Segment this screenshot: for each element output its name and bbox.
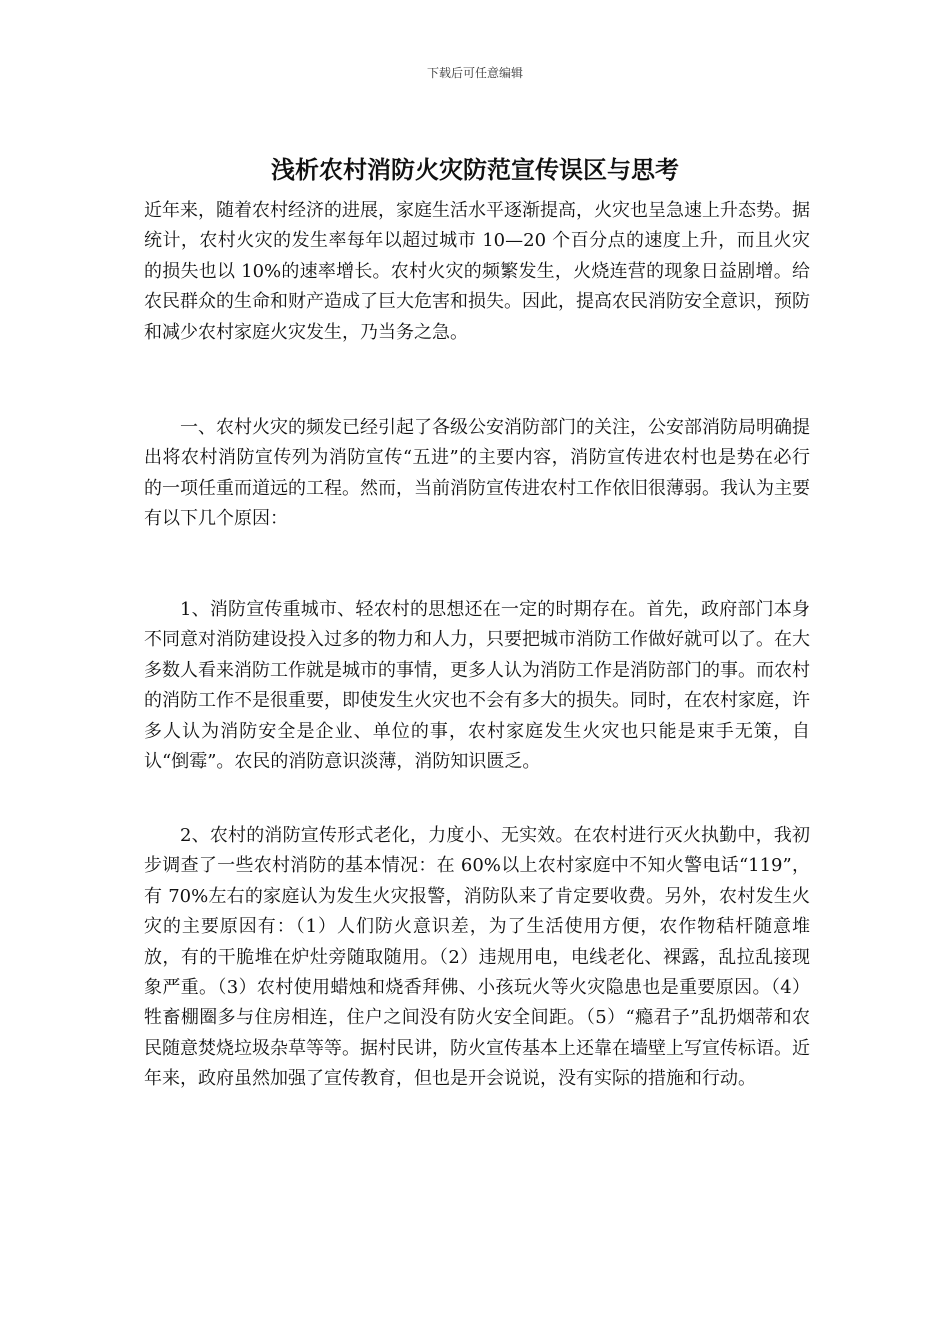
paragraph-section-one: 一、农村火灾的频发已经引起了各级公安消防部门的关注，公安部消防局明确提出将农村消防宣传列为消防宣传“五进”的主要内容，消防宣传进农村也是势在必行的一项任重而道远的工程。然而，当前消防宣传进农村工作依旧很薄弱。我认为主要有以下几个原因： [144, 417, 810, 530]
document-title: 浅析农村消防火灾防范宣传误区与思考 [271, 155, 679, 184]
header-note: 下载后可任意编辑 [426, 66, 523, 80]
paragraph-point-2: 2、农村的消防宣传形式老化，力度小、无实效。在农村进行灭火执勤中，我初步调查了一些农村消防的基本情况：在 60%以上农村家庭中不知火警电话“119”，有 70%左右的家庭认为发生火灾报警，消防队来了肯定要收费。另外，农村发生火灾的主要原因有：（1）人们防火意识差，为了生活使用方便，农作物秸杆随意堆放，有的干脆堆在炉灶旁随取随用。（2）违规用电，电线老化、裸露，乱拉乱接现象严重。（3）农村使用蜡烛和烧香拜佛、小孩玩火等火灾隐患也是重要原因。（4）牲畜棚圈多与住房相连，住户之间没有防火安全间距。（5）“瘾君子”乱扔烟蒂和农民随意焚烧垃圾杂草等等。据村民讲，防火宣传基本上还靠在墙壁上写宣传标语。近年来，政府虽然加强了宣传教育，但也是开会说说，没有实际的措施和行动。 [144, 825, 810, 1090]
paragraph-point-1: 1、消防宣传重城市、轻农村的思想还在一定的时期存在。首先，政府部门本身不同意对消防建设投入过多的物力和人力，只要把城市消防工作做好就可以了。在大多数人看来消防工作就是城市的事情，更多人认为消防工作是消防部门的事。而农村的消防工作不是很重要，即使发生火灾也不会有多大的损失。同时，在农村家庭，许多人认为消防安全是企业、单位的事，农村家庭发生火灾也只能是束手无策，自认“倒霉”。农民的消防意识淡薄，消防知识匮乏。 [144, 599, 810, 773]
paragraph-intro: 近年来，随着农村经济的进展，家庭生活水平逐渐提高，火灾也呈急速上升态势。据统计，农村火灾的发生率每年以超过城市 10—20 个百分点的速度上升，而且火灾的损失也以 10%的速率增长。农村火灾的频繁发生，火烧连营的现象日益剧增。给农民群众的生命和财产造成了巨大危害和损失。因此，提高农民消防安全意识，预防和减少农村家庭火灾发生，乃当务之急。 [144, 200, 810, 343]
